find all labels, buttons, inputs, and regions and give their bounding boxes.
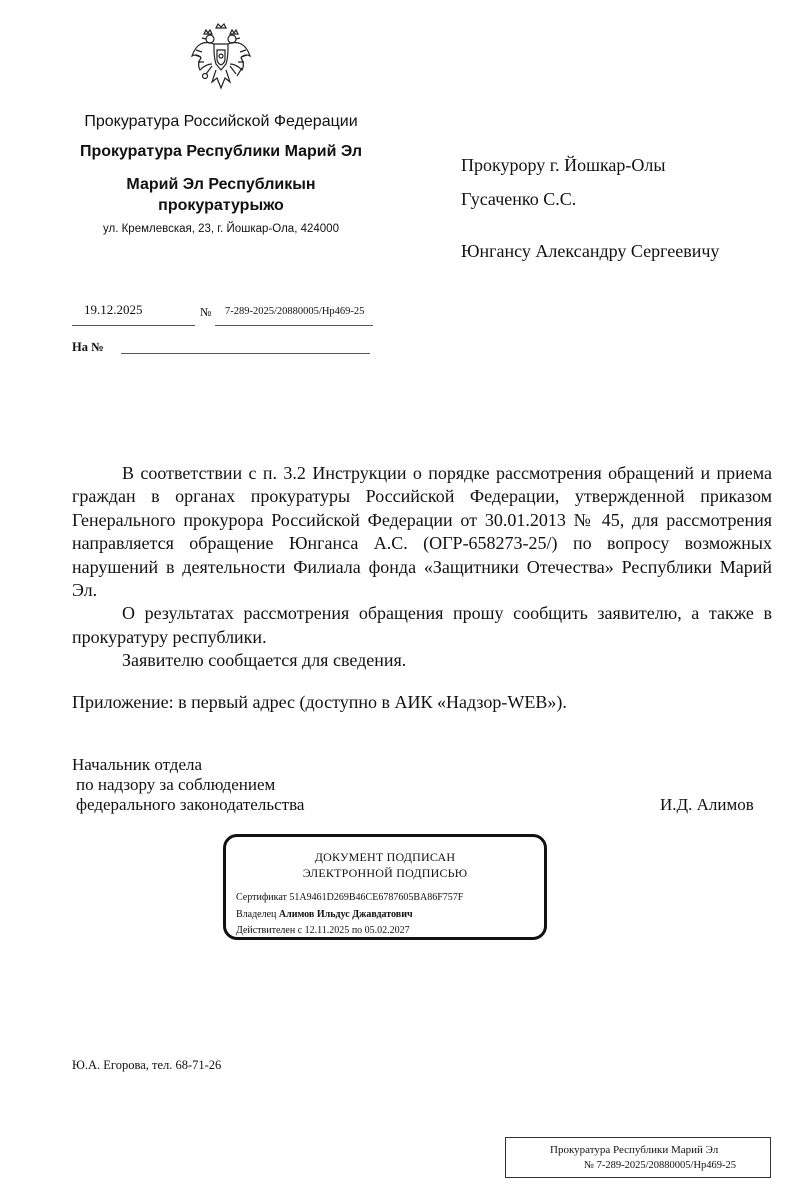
footer-org: Прокуратура Республики Марий Эл — [550, 1144, 719, 1156]
addressee-line1: Прокурору г. Йошкар-Олы — [461, 155, 666, 175]
stamp-cert-label: Сертификат — [236, 892, 287, 903]
stamp-owner-row — [236, 909, 413, 920]
signer-name: И.Д. Алимов — [660, 795, 754, 814]
russian-coat-of-arms-icon — [190, 22, 252, 94]
stamp-owner-value: Алимов Ильдус Джавдатович — [278, 909, 413, 920]
stamp-valid-to-label: по — [351, 925, 363, 936]
number-underline — [215, 325, 373, 326]
body-paragraph-2: О результатах рассмотрения обращения прошу сообщить заявителю, а также в прокуратуру республики. — [72, 603, 772, 647]
annex-line: Приложение: в первый адрес (доступно в АИК «Надзор-WEB»). — [72, 692, 567, 712]
addressee-line2: Гусаченко С.С. — [461, 189, 577, 209]
e-signature-stamp — [223, 834, 547, 940]
stamp-validity-row — [236, 925, 410, 936]
signer-position-line2: по надзору за соблюдением — [76, 775, 276, 794]
registration-number-mark: № — [200, 305, 212, 319]
registration-date: 19.12.2025 — [84, 302, 143, 317]
stamp-title-line2: ЭЛЕКТРОННОЙ ПОДПИСЬЮ — [302, 866, 468, 880]
stamp-title-line1: ДОКУМЕНТ ПОДПИСАН — [314, 850, 456, 864]
letterhead-mari-line1: Марий Эл Республикын — [126, 176, 316, 193]
footer-registration-box — [505, 1137, 771, 1178]
signer-position-line3: федерального законодательства — [76, 795, 305, 814]
registration-number: 7-289-2025/20880005/Нр469-25 — [225, 306, 365, 317]
stamp-valid-from-label: с — [297, 925, 303, 936]
stamp-certificate-row — [236, 892, 463, 903]
letterhead-federal: Прокуратура Российской Федерации — [84, 113, 358, 130]
letterhead-mari-line2: прокуратурыжо — [158, 197, 284, 214]
letterhead-address: ул. Кремлевская, 23, г. Йошкар-Ола, 424000 — [103, 223, 339, 235]
stamp-valid-to: 05.02.2027 — [364, 925, 410, 936]
signer-position-line1: Начальник отдела — [72, 755, 203, 774]
date-underline — [72, 325, 195, 326]
signer-position — [72, 755, 304, 815]
letterhead-republic: Прокуратура Республики Марий Эл — [79, 143, 363, 160]
in-reply-label: На № — [72, 340, 104, 354]
body-paragraph-3: Заявителю сообщается для сведения. — [122, 650, 407, 671]
stamp-valid-label: Действителен — [236, 925, 296, 936]
footer-number: № 7-289-2025/20880005/Нр469-25 — [584, 1160, 737, 1171]
stamp-owner-label: Владелец — [236, 909, 277, 920]
in-reply-underline — [121, 353, 370, 354]
executor-contact: Ю.А. Егорова, тел. 68-71-26 — [72, 1058, 222, 1072]
letterhead-mari-name — [70, 174, 372, 216]
letter-body — [72, 462, 772, 673]
stamp-valid-from: 12.11.2025 — [304, 925, 350, 936]
stamp-cert-value: 51A9461D269B46CE6787605BA86F757F — [289, 892, 464, 903]
body-paragraph-1: В соответствии с п. 3.2 Инструкции о порядке рассмотрения обращений и приема граждан в органах прокуратуры Российской Федерации, утвержденной приказом Генерального прокурора Российской Федерации от 30.01.2013 № 45, для рассмотрения направляется обращение Юнганса А.С. (ОГР-658273-25/) по вопросу возможных нарушений в деятельности Филиала фонда «Защитники Отечества» Республики Марий Эл. — [72, 463, 772, 601]
addressee-line3: Юнгансу Александру Сергеевичу — [461, 241, 720, 261]
